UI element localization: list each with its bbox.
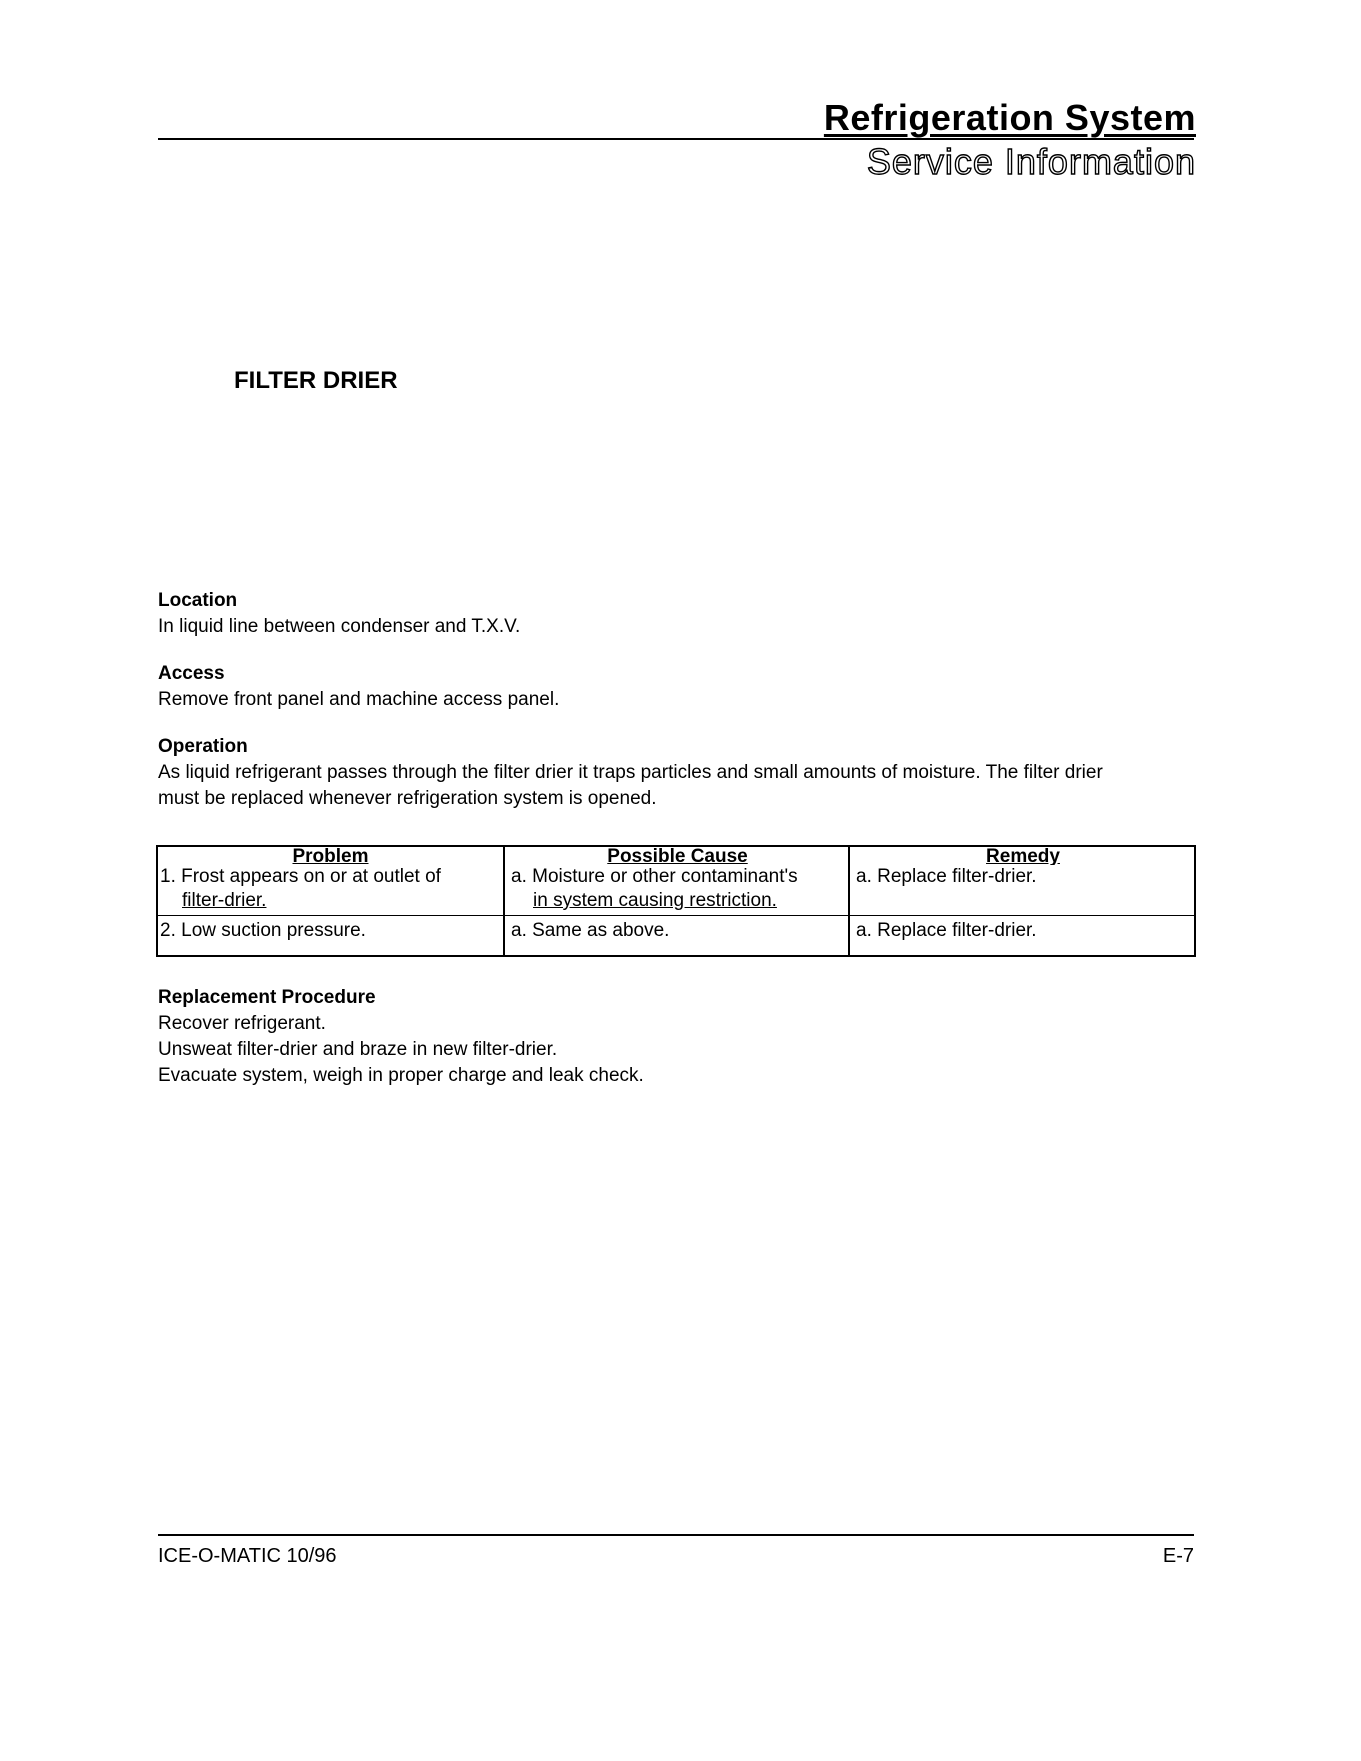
operation-section bbox=[158, 734, 1198, 812]
footer-rule bbox=[158, 1534, 1194, 1536]
problem-header: Problem bbox=[292, 847, 369, 865]
location-label: Location bbox=[158, 590, 238, 611]
operation-label: Operation bbox=[158, 736, 248, 757]
page-number: E-7 bbox=[1162, 1545, 1194, 1567]
table-row-1-cause bbox=[511, 865, 844, 913]
header-title: Refrigeration System bbox=[823, 97, 1196, 138]
location-text: In liquid line between condenser and T.X.V. bbox=[158, 616, 521, 637]
cause-column bbox=[503, 847, 850, 955]
remedy-column bbox=[848, 847, 1196, 955]
access-text: Remove front panel and machine access panel. bbox=[158, 689, 560, 710]
replacement-step: Evacuate system, weigh in proper charge and leak check. bbox=[158, 1065, 644, 1086]
table-row-1-problem bbox=[160, 865, 497, 913]
row-1-cause-line2: in system causing restriction. bbox=[533, 890, 777, 911]
table-row-1-remedy: a. Replace filter-drier. bbox=[856, 866, 1037, 887]
operation-text-line2: must be replaced whenever refrigeration system is opened. bbox=[158, 788, 657, 809]
replacement-step: Unsweat filter-drier and braze in new filter-drier. bbox=[158, 1039, 558, 1060]
row-1-problem-line1: 1. Frost appears on or at outlet of bbox=[160, 866, 441, 887]
footer-left: ICE-O-MATIC 10/96 bbox=[158, 1545, 337, 1567]
access-label: Access bbox=[158, 663, 225, 684]
section-heading: FILTER DRIER bbox=[234, 367, 398, 394]
problem-column bbox=[158, 847, 503, 955]
row-1-problem-line2: filter-drier. bbox=[182, 890, 267, 911]
replacement-section bbox=[158, 985, 644, 1089]
row-1-cause-line1: a. Moisture or other contaminant's bbox=[511, 866, 798, 887]
table-row-2-cause: a. Same as above. bbox=[511, 920, 670, 941]
troubleshooting-table bbox=[156, 845, 1196, 957]
table-row-2-problem: 2. Low suction pressure. bbox=[160, 920, 366, 941]
header-rule bbox=[158, 138, 1194, 140]
location-section bbox=[158, 588, 520, 640]
operation-text-line1: As liquid refrigerant passes through the filter drier it traps particles and small amounts of moisture. The filter drier bbox=[158, 762, 1103, 783]
header-subtitle: Service Information bbox=[866, 141, 1196, 182]
replacement-step: Recover refrigerant. bbox=[158, 1013, 326, 1034]
access-section bbox=[158, 661, 559, 713]
table-row-2-remedy: a. Replace filter-drier. bbox=[856, 920, 1037, 941]
cause-header: Possible Cause bbox=[607, 847, 748, 865]
replacement-label: Replacement Procedure bbox=[158, 987, 376, 1008]
remedy-header: Remedy bbox=[986, 847, 1060, 865]
